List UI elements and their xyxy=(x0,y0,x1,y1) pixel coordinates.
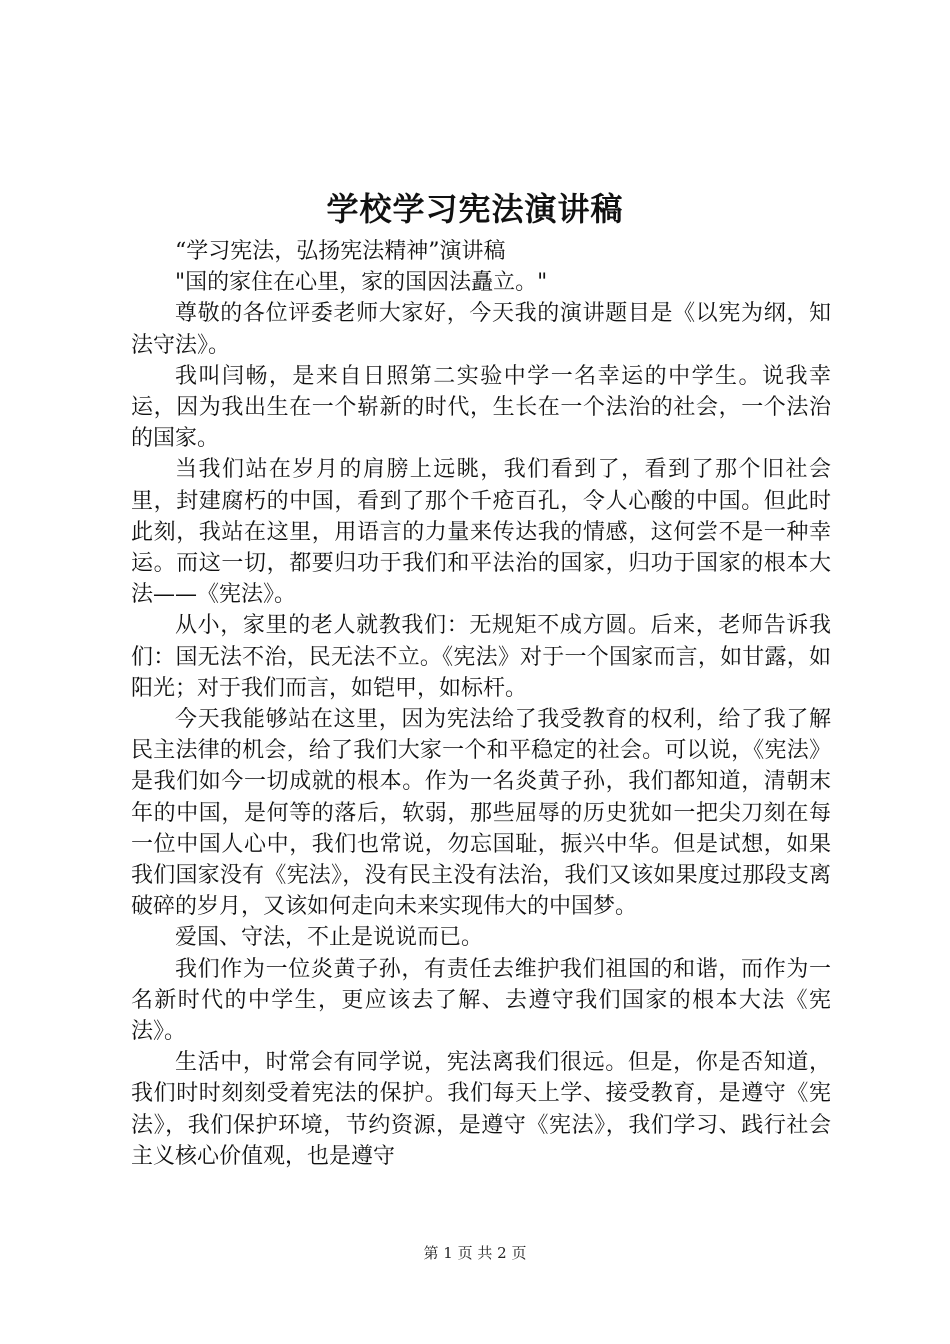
paragraph-rights: 今天我能够站在这里，因为宪法给了我受教育的权利，给了我了解民主法律的机会，给了我们大家一个和平稳定的社会。可以说，《宪法》是我们如今一切成就的根本。作为一名炎黄子孙，我们都知道，清朝末年的中国，是何等的落后，软弱，那些屈辱的历史犹如一把尖刀刻在每一位中国人心中，我们也常说，勿忘国耻，振兴中华。但是试想，如果我们国家没有《宪法》，没有民主没有法治，我们又该如果度过那段支离破碎的岁月，又该如何走向未来实现伟大的中国梦。 xyxy=(131,707,831,920)
paragraph-subtitle: “学习宪法，弘扬宪法精神”演讲稿 xyxy=(175,239,506,264)
paragraph-daily-life: 生活中，时常会有同学说，宪法离我们很远。但是，你是否知道，我们时时刻刻受着宪法的保护。我们每天上学、接受教育，是遵守《宪法》，我们保护环境，节约资源，是遵守《宪法》，我们学习、践行社会主义核心价值观，也是遵守 xyxy=(131,1050,831,1169)
paragraph-patriotism: 爱国、守法，不止是说说而已。 xyxy=(175,925,484,951)
paragraph-history: 当我们站在岁月的肩膀上远眺，我们看到了，看到了那个旧社会里，封建腐朽的中国，看到了那个千疮百孔，令人心酸的中国。但此时此刻，我站在这里，用语言的力量来传达我的情感，这何尝不是一种幸运。而这一切，都要归功于我们和平法治的国家，归功于国家的根本大法——《宪法》。 xyxy=(131,457,831,608)
page-number-footer: 第 1 页 共 2 页 xyxy=(423,1244,527,1262)
paragraph-childhood: 从小，家里的老人就教我们：无规矩不成方圆。后来，老师告诉我们：国无法不治，民无法不立。《宪法》对于一个国家而言，如甘露，如阳光；对于我们而言，如铠甲，如标杆。 xyxy=(131,613,831,701)
document-body xyxy=(131,236,831,1172)
paragraph-quote: "国的家住在心里，家的国因法矗立。" xyxy=(175,270,548,296)
document-title: 学校学习宪法演讲稿 xyxy=(326,190,624,228)
paragraph-greeting: 尊敬的各位评委老师大家好，今天我的演讲题目是《以宪为纲，知法守法》。 xyxy=(131,301,831,358)
paragraph-responsibility: 我们作为一位炎黄子孙，有责任去维护我们祖国的和谐，而作为一名新时代的中学生，更应该去了解、去遵守我们国家的根本大法《宪法》。 xyxy=(131,956,831,1045)
paragraph-introduction: 我叫闫畅，是来自日照第二实验中学一名幸运的中学生。说我幸运，因为我出生在一个崭新的时代，生长在一个法治的社会，一个法治的国家。 xyxy=(131,363,831,452)
